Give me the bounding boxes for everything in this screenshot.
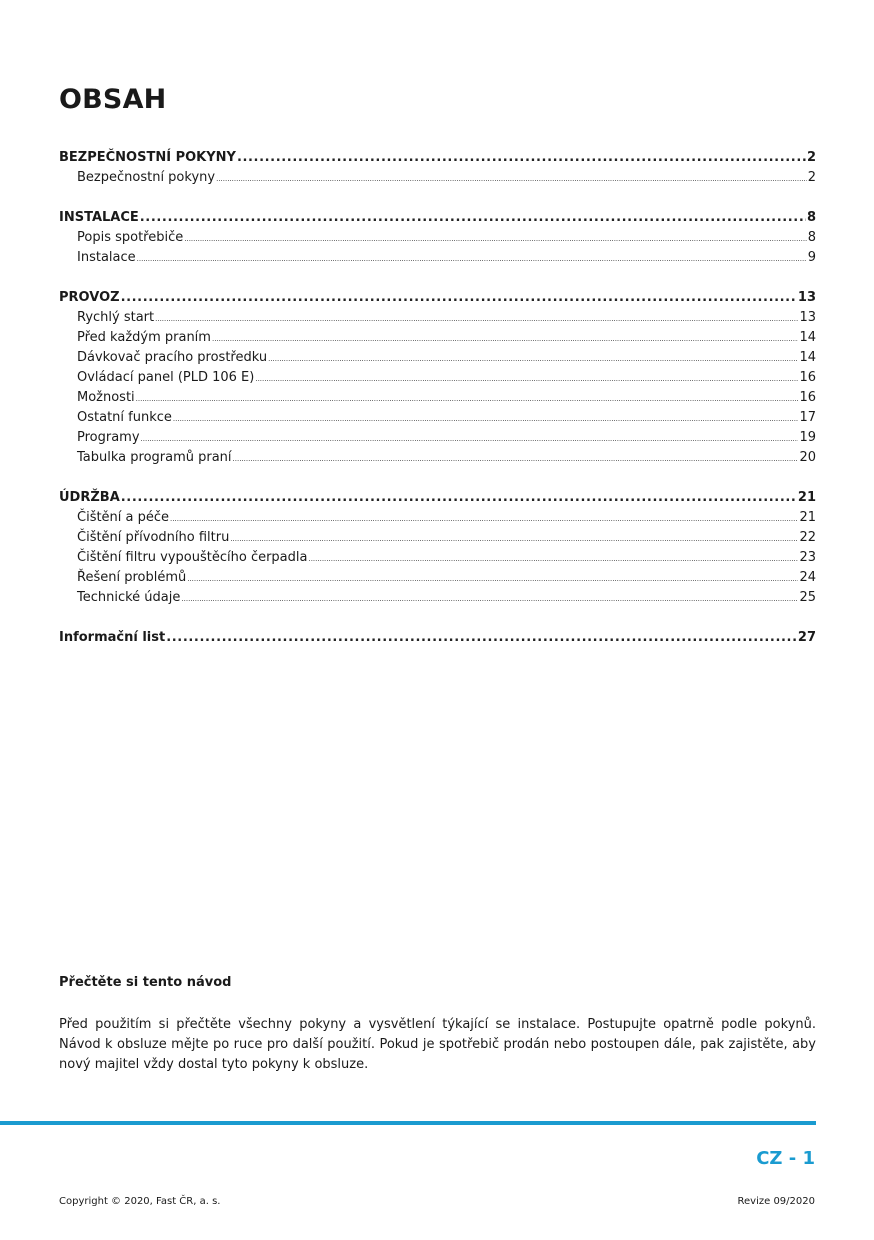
- toc-leader: [173, 409, 799, 429]
- toc-leader: [268, 349, 798, 369]
- toc-leader: [121, 288, 797, 308]
- toc-page-number: 14: [799, 350, 816, 365]
- toc-item-label: Čištění a péče: [77, 510, 170, 525]
- toc-item[interactable]: [59, 528, 816, 548]
- toc-item[interactable]: [59, 308, 816, 328]
- toc-item-label: Ovládací panel (PLD 106 E): [77, 370, 255, 385]
- toc-page-number: 20: [799, 450, 816, 465]
- toc-page-number: 9: [807, 250, 816, 265]
- toc-item[interactable]: [59, 548, 816, 568]
- toc-leader: [121, 488, 797, 508]
- toc-page-number: 16: [799, 390, 816, 405]
- toc-leader: [136, 389, 799, 409]
- toc-item-label: Technické údaje: [77, 590, 181, 605]
- toc-page-number: 2: [806, 150, 816, 165]
- table-of-contents: [59, 148, 816, 668]
- toc-item[interactable]: [59, 348, 816, 368]
- toc-page-number: 24: [799, 570, 816, 585]
- toc-heading-label: BEZPEČNOSTNÍ POKYNY: [59, 150, 236, 165]
- page-title: OBSAH: [59, 84, 167, 115]
- toc-leader: [141, 429, 799, 449]
- toc-item-label: Instalace: [77, 250, 136, 265]
- note-title: Přečtěte si tento návod: [59, 975, 232, 990]
- toc-heading[interactable]: [59, 148, 816, 168]
- copyright-notice: Copyright © 2020, Fast ČR, a. s.: [59, 1196, 221, 1207]
- toc-leader: [216, 169, 807, 189]
- toc-item-label: Čištění filtru vypouštěcího čerpadla: [77, 550, 308, 565]
- toc-page-number: 14: [799, 330, 816, 345]
- toc-item-label: Programy: [77, 430, 140, 445]
- toc-page-number: 23: [799, 550, 816, 565]
- revision-label: Revize 09/2020: [737, 1196, 815, 1207]
- toc-item-label: Tabulka programů praní: [77, 450, 232, 465]
- toc-leader: [184, 229, 806, 249]
- toc-leader: [137, 249, 807, 269]
- toc-page-number: 8: [806, 210, 816, 225]
- toc-section-info-sheet: [59, 628, 816, 648]
- toc-leader: [233, 449, 799, 469]
- toc-item[interactable]: [59, 428, 816, 448]
- toc-heading[interactable]: [59, 488, 816, 508]
- toc-page-number: 17: [799, 410, 816, 425]
- toc-section-safety: [59, 148, 816, 188]
- toc-item-label: Bezpečnostní pokyny: [77, 170, 216, 185]
- toc-item[interactable]: [59, 408, 816, 428]
- toc-section-installation: [59, 208, 816, 268]
- toc-heading[interactable]: [59, 628, 816, 648]
- toc-heading[interactable]: [59, 288, 816, 308]
- page-number: CZ - 1: [756, 1148, 815, 1169]
- toc-item-label: Čištění přívodního filtru: [77, 530, 230, 545]
- toc-item[interactable]: [59, 448, 816, 468]
- toc-page-number: 13: [799, 310, 816, 325]
- toc-leader: [212, 329, 798, 349]
- toc-heading-label: INSTALACE: [59, 210, 139, 225]
- toc-item[interactable]: [59, 368, 816, 388]
- toc-item[interactable]: [59, 588, 816, 608]
- toc-leader: [140, 208, 806, 228]
- toc-page-number: 8: [807, 230, 816, 245]
- toc-item-label: Rychlý start: [77, 310, 155, 325]
- toc-item-label: Před každým praním: [77, 330, 211, 345]
- toc-page-number: 25: [799, 590, 816, 605]
- toc-leader: [255, 369, 798, 389]
- toc-leader: [230, 529, 798, 549]
- footer-divider: [0, 1121, 816, 1125]
- toc-leader: [187, 569, 798, 589]
- toc-page-number: 13: [797, 290, 816, 305]
- toc-item[interactable]: [59, 248, 816, 268]
- toc-item-label: Řešení problémů: [77, 570, 187, 585]
- toc-leader: [181, 589, 798, 609]
- toc-leader: [166, 628, 797, 648]
- toc-item[interactable]: [59, 568, 816, 588]
- toc-item-label: Dávkovač pracího prostředku: [77, 350, 268, 365]
- toc-page-number: 22: [799, 530, 816, 545]
- toc-leader: [155, 309, 798, 329]
- toc-leader: [170, 509, 798, 529]
- toc-item[interactable]: [59, 388, 816, 408]
- toc-page-number: 16: [799, 370, 816, 385]
- toc-heading[interactable]: [59, 208, 816, 228]
- toc-page-number: 27: [797, 630, 816, 645]
- toc-heading-label: ÚDRŽBA: [59, 490, 120, 505]
- toc-item-label: Možnosti: [77, 390, 135, 405]
- note-body: Před použitím si přečtěte všechny pokyny a vysvětlení týkající se instalace. Postupujte opatrně podle pokynů. Návod k obsluze mějte po ruce pro další použití. Pokud je spotřebič prodán nebo postoupen dále, pak zajistěte, aby nový majitel vždy dostal tyto pokyny k obsluze.: [59, 1017, 816, 1072]
- toc-item-label: Popis spotřebiče: [77, 230, 184, 245]
- toc-heading-label: PROVOZ: [59, 290, 120, 305]
- toc-page-number: 2: [807, 170, 816, 185]
- toc-leader: [308, 549, 798, 569]
- toc-section-operation: [59, 288, 816, 468]
- toc-leader: [237, 148, 806, 168]
- toc-item-label: Ostatní funkce: [77, 410, 172, 425]
- toc-item[interactable]: [59, 168, 816, 188]
- toc-page-number: 21: [797, 490, 816, 505]
- toc-item[interactable]: [59, 508, 816, 528]
- toc-page-number: 19: [799, 430, 816, 445]
- toc-item[interactable]: [59, 228, 816, 248]
- toc-item[interactable]: [59, 328, 816, 348]
- toc-section-maintenance: [59, 488, 816, 608]
- toc-page-number: 21: [799, 510, 816, 525]
- toc-heading-label: Informační list: [59, 630, 166, 645]
